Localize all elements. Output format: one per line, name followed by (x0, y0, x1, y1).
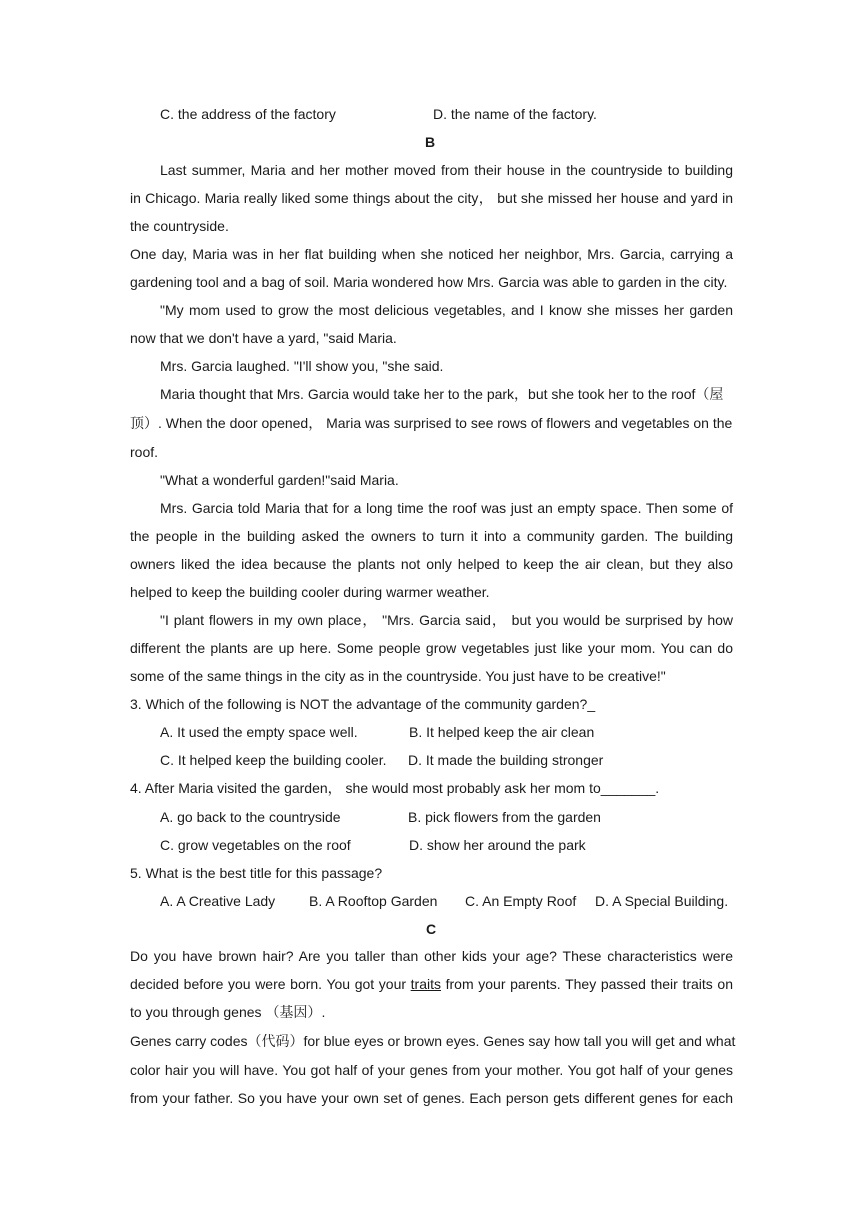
passage-b-line: helped to keep the building cooler during warmer weather. (130, 584, 490, 600)
passage-b-line: "I plant flowers in my own place， "Mrs. Garcia said， but you would be surprised by how (160, 612, 733, 628)
passage-text: . (321, 1004, 326, 1020)
chinese-gloss: 顶） (130, 416, 158, 432)
passage-text: Maria thought that Mrs. Garcia would take her to the park，but she took her to the roof (160, 386, 696, 402)
passage-b-line: some of the same things in the city as in the countryside. You just have to be creative!" (130, 668, 666, 684)
passage-b-line: Mrs. Garcia told Maria that for a long time the roof was just an empty space. Then some of (160, 500, 733, 516)
question-5-option-a: A. A Creative Lady (160, 893, 276, 909)
question-3-option-c: C. It helped keep the building cooler. (160, 752, 387, 768)
section-b-heading: B (425, 134, 436, 150)
question-3-stem: 3. Which of the following is NOT the advantage of the community garden?_ (130, 696, 596, 712)
passage-b-line: Last summer, Maria and her mother moved from their house in the countryside to building (160, 162, 733, 178)
question-4-option-a: A. go back to the countryside (160, 809, 341, 825)
passage-text: . When the door opened， Maria was surprised to see rows of flowers and vegetables on the (158, 415, 733, 431)
chinese-gloss: （代码） (247, 1034, 304, 1050)
passage-text: from your parents. They passed their traits on (441, 976, 733, 992)
question-4-option-b: B. pick flowers from the garden (408, 809, 601, 825)
passage-c-line: from your father. So you have your own set of genes. Each person gets different genes for each (130, 1090, 733, 1106)
passage-b-line: now that we don't have a yard, "said Maria. (130, 330, 397, 346)
passage-c-line: color hair you will have. You got half of your genes from your mother. You got half of your genes (130, 1062, 733, 1078)
question-4-option-c: C. grow vegetables on the roof (160, 837, 351, 853)
passage-b-line: "My mom used to grow the most delicious vegetables, and I know she misses her garden (160, 302, 733, 318)
passage-b-line: gardening tool and a bag of soil. Maria wondered how Mrs. Garcia was able to garden in the city. (130, 274, 728, 290)
underlined-word-traits: traits (410, 976, 441, 992)
passage-b-line: owners liked the idea because the plants not only helped to keep the air clean, but they also (130, 556, 733, 572)
passage-c-line: Do you have brown hair? Are you taller than other kids your age? These characteristics were (130, 948, 733, 964)
chinese-gloss: （基因） (265, 1005, 322, 1021)
passage-b-line: Mrs. Garcia laughed. "I'll show you, "she said. (160, 358, 444, 374)
passage-b-line: One day, Maria was in her flat building when she noticed her neighbor, Mrs. Garcia, carrying a (130, 246, 733, 262)
passage-b-line: the people in the building asked the owners to turn it into a community garden. The building (130, 528, 733, 544)
question-4-option-d: D. show her around the park (409, 837, 586, 853)
option-d-name: D. the name of the factory. (433, 106, 597, 122)
passage-c-line (130, 1002, 325, 1023)
passage-b-line: the countryside. (130, 218, 229, 234)
question-3-option-a: A. It used the empty space well. (160, 724, 358, 740)
question-5-option-c: C. An Empty Roof (465, 893, 577, 909)
passage-text: decided before you were born. You got your (130, 976, 411, 992)
question-5-option-b: B. A Rooftop Garden (309, 893, 438, 909)
passage-b-line (130, 413, 732, 434)
passage-b-line: roof. (130, 444, 159, 460)
question-3-option-d: D. It made the building stronger (408, 752, 604, 768)
passage-text: to you through genes (130, 1004, 266, 1020)
question-4-stem: 4. After Maria visited the garden， she would most probably ask her mom to_______. (130, 780, 660, 796)
passage-b-line (160, 384, 723, 405)
passage-b-line: different the plants are up here. Some people grow vegetables just like your mom. You can do (130, 640, 733, 656)
passage-text: Genes carry codes (130, 1033, 248, 1049)
passage-b-line: in Chicago. Maria really liked some things about the city， but she missed her house and yard in (130, 190, 733, 206)
section-c-heading: C (426, 921, 437, 937)
passage-c-line (130, 1031, 735, 1052)
passage-c-line (130, 974, 733, 994)
passage-b-line: "What a wonderful garden!"said Maria. (160, 472, 399, 488)
option-c-address: C. the address of the factory (160, 106, 336, 122)
question-3-option-b: B. It helped keep the air clean (409, 724, 595, 740)
passage-text: for blue eyes or brown eyes. Genes say how tall you will get and what (303, 1033, 736, 1049)
question-5-stem: 5. What is the best title for this passage? (130, 865, 383, 881)
chinese-gloss: （屋 (695, 387, 724, 403)
question-5-option-d: D. A Special Building. (595, 893, 729, 909)
